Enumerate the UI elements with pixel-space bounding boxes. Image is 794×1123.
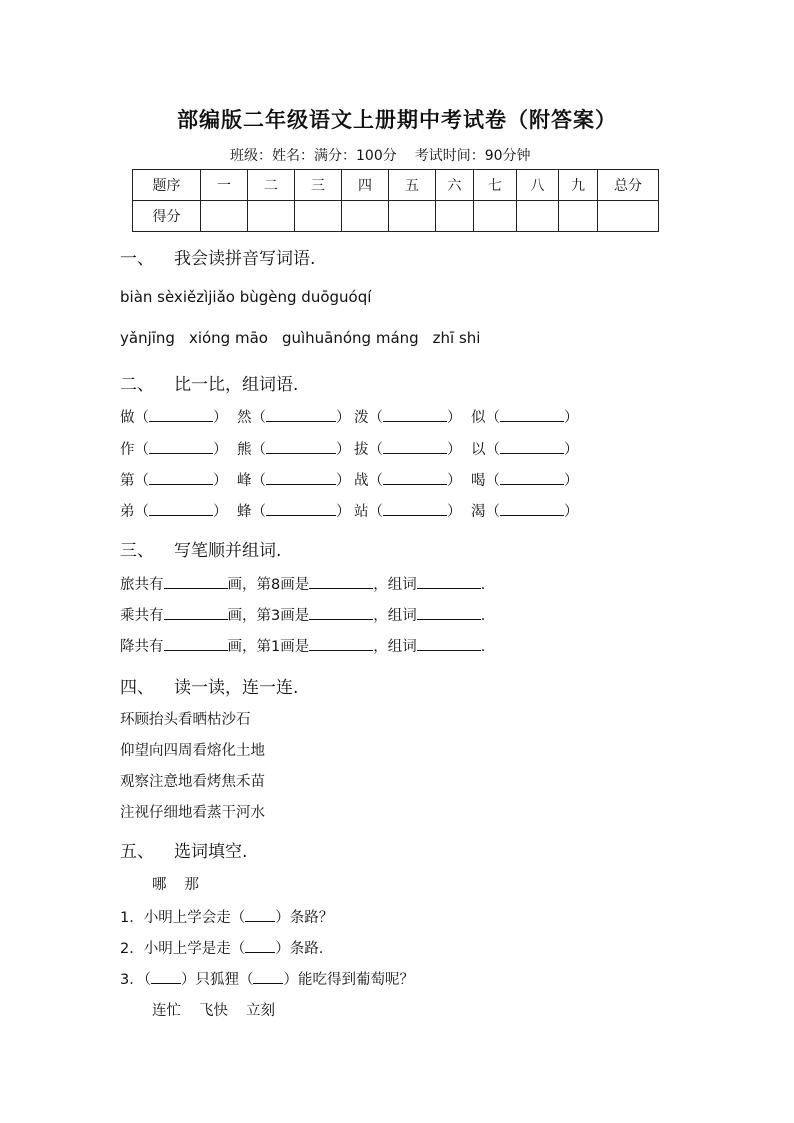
compare-item — [237, 406, 354, 427]
compare-row — [120, 500, 588, 521]
compare-char: 以 — [471, 442, 486, 458]
section-3-heading: 三、 写笔顺并组词. — [120, 541, 282, 561]
word-choices-2: 连忙 飞快 立刻 — [152, 1003, 275, 1019]
header-cell: 二 — [248, 170, 295, 201]
answer-blank[interactable] — [417, 606, 481, 620]
answer-blank[interactable] — [149, 408, 213, 422]
compare-row — [120, 469, 588, 490]
compare-char: 拔 — [354, 442, 369, 458]
compare-item — [471, 500, 588, 521]
header-cell: 四 — [342, 170, 389, 201]
answer-blank[interactable] — [245, 939, 275, 953]
score-cell[interactable] — [201, 201, 248, 232]
compare-char: 弟 — [120, 504, 135, 520]
answer-blank[interactable] — [500, 471, 564, 485]
answer-blank[interactable] — [151, 970, 181, 984]
paren-open: （ — [485, 410, 500, 426]
connect-item: 环顾抬头看晒枯沙石 — [120, 712, 251, 728]
paren-open: （ — [251, 442, 266, 458]
paren-close: ） — [336, 442, 351, 458]
answer-blank[interactable] — [253, 970, 283, 984]
section-4-heading: 四、 读一读，连一连. — [120, 678, 299, 698]
compare-char: 然 — [237, 410, 252, 426]
class-name-score: 班级：姓名：满分：100分 — [230, 148, 397, 164]
answer-blank[interactable] — [500, 408, 564, 422]
exam-info — [230, 145, 531, 165]
answer-blank[interactable] — [309, 606, 373, 620]
paren-open: （ — [251, 504, 266, 520]
connect-item: 观察注意地看烤焦禾苗 — [120, 774, 265, 790]
compare-item — [237, 500, 354, 521]
answer-blank[interactable] — [417, 637, 481, 651]
score-table-score-row — [133, 201, 659, 232]
compare-item — [120, 406, 237, 427]
answer-blank[interactable] — [383, 440, 447, 454]
answer-blank[interactable] — [266, 502, 336, 516]
score-cell[interactable] — [248, 201, 295, 232]
header-cell: 七 — [474, 170, 517, 201]
compare-char: 熊 — [237, 442, 252, 458]
paren-close: ） — [213, 473, 228, 489]
pinyin-line-1: biàn sèxiězìjiǎo bùgèng duōguóqí — [120, 288, 372, 306]
compare-char: 做 — [120, 410, 135, 426]
header-cell: 一 — [201, 170, 248, 201]
compare-char: 喝 — [471, 473, 486, 489]
page-title: 部编版二年级语文上册期中考试卷（附答案） — [177, 107, 617, 132]
paren-close: ） — [213, 504, 228, 520]
header-cell: 总分 — [598, 170, 659, 201]
compare-char: 战 — [354, 473, 369, 489]
compare-item — [471, 406, 588, 427]
stroke-number: 1 — [271, 639, 281, 655]
compare-char: 峰 — [237, 473, 252, 489]
compare-row — [120, 406, 588, 427]
score-cell[interactable] — [517, 201, 559, 232]
paren-close: ） — [564, 504, 579, 520]
answer-blank[interactable] — [164, 606, 228, 620]
paren-open: （ — [368, 473, 383, 489]
stroke-question: 降共有 画，第1画是 ，组词 . — [120, 639, 486, 655]
section-5-heading: 五、 选词填空. — [120, 842, 248, 862]
compare-item — [120, 500, 237, 521]
answer-blank[interactable] — [383, 471, 447, 485]
compare-item — [354, 469, 471, 490]
answer-blank[interactable] — [266, 440, 336, 454]
compare-row — [120, 438, 588, 459]
paren-open: （ — [251, 410, 266, 426]
score-cell[interactable] — [436, 201, 474, 232]
compare-item — [354, 500, 471, 521]
paren-open: （ — [368, 410, 383, 426]
answer-blank[interactable] — [149, 471, 213, 485]
score-cell[interactable] — [389, 201, 436, 232]
paren-close: ） — [564, 442, 579, 458]
compare-item — [354, 406, 471, 427]
header-cell: 六 — [436, 170, 474, 201]
compare-char: 蜂 — [237, 504, 252, 520]
paren-open: （ — [368, 442, 383, 458]
paren-open: （ — [134, 504, 149, 520]
section-2-heading: 二、 比一比，组词语. — [120, 375, 299, 395]
paren-open: （ — [485, 473, 500, 489]
connect-item: 注视仔细地看蒸干河水 — [120, 805, 265, 821]
compare-char: 作 — [120, 442, 135, 458]
paren-close: ） — [336, 410, 351, 426]
connect-item: 仰望向四周看熔化土地 — [120, 743, 265, 759]
compare-item — [354, 438, 471, 459]
fill-question-3: 3．（ ）只狐狸（ ）能吃得到葡萄呢？ — [120, 972, 414, 988]
answer-blank[interactable] — [149, 440, 213, 454]
stroke-number: 8 — [271, 577, 281, 593]
compare-item — [120, 469, 237, 490]
header-cell: 九 — [559, 170, 598, 201]
compare-char: 渴 — [471, 504, 486, 520]
answer-blank[interactable] — [309, 637, 373, 651]
compare-item — [120, 438, 237, 459]
compare-item — [471, 438, 588, 459]
compare-char: 泼 — [354, 410, 369, 426]
fill-question-1: 1．小明上学会走（ ）条路？ — [120, 910, 334, 926]
answer-blank[interactable] — [149, 502, 213, 516]
stroke-char: 乘 — [120, 608, 135, 624]
header-cell: 三 — [295, 170, 342, 201]
header-cell: 题序 — [133, 170, 201, 201]
paren-close: ） — [213, 410, 228, 426]
exam-time: 考试时间：90分钟 — [414, 148, 531, 164]
paren-open: （ — [485, 442, 500, 458]
compare-char: 第 — [120, 473, 135, 489]
header-cell: 五 — [389, 170, 436, 201]
paren-close: ） — [447, 442, 462, 458]
paren-close: ） — [447, 504, 462, 520]
compare-item — [237, 438, 354, 459]
paren-close: ） — [447, 473, 462, 489]
answer-blank[interactable] — [500, 440, 564, 454]
paren-close: ） — [564, 410, 579, 426]
header-cell: 八 — [517, 170, 559, 201]
stroke-question: 旅共有 画，第8画是 ，组词 . — [120, 577, 486, 593]
answer-blank[interactable] — [383, 408, 447, 422]
score-table-header-row — [133, 170, 659, 201]
answer-blank[interactable] — [309, 575, 373, 589]
paren-open: （ — [368, 504, 383, 520]
score-cell[interactable] — [598, 201, 659, 232]
fill-question-2: 2．小明上学是走（ ）条路. — [120, 941, 324, 957]
answer-blank[interactable] — [266, 471, 336, 485]
paren-open: （ — [134, 410, 149, 426]
score-cell[interactable] — [295, 201, 342, 232]
score-table — [132, 169, 659, 232]
stroke-question: 乘共有 画，第3画是 ，组词 . — [120, 608, 486, 624]
score-cell[interactable] — [342, 201, 389, 232]
paren-open: （ — [485, 504, 500, 520]
paren-open: （ — [134, 442, 149, 458]
score-cell[interactable] — [559, 201, 598, 232]
paren-open: （ — [134, 473, 149, 489]
stroke-char: 旅 — [120, 577, 135, 593]
compare-char: 站 — [354, 504, 369, 520]
answer-blank[interactable] — [500, 502, 564, 516]
answer-blank[interactable] — [266, 408, 336, 422]
paren-close: ） — [213, 442, 228, 458]
pinyin-line-2: yǎnjīng xióng māo guìhuānóng máng zhī shi — [120, 329, 481, 347]
word-choices-1: 哪 那 — [152, 877, 199, 893]
paren-close: ） — [336, 473, 351, 489]
paren-close: ） — [447, 410, 462, 426]
answer-blank[interactable] — [164, 637, 228, 651]
answer-blank[interactable] — [245, 908, 275, 922]
stroke-number: 3 — [271, 608, 281, 624]
answer-blank[interactable] — [383, 502, 447, 516]
answer-blank[interactable] — [417, 575, 481, 589]
compare-item — [237, 469, 354, 490]
paren-close: ） — [564, 473, 579, 489]
paren-open: （ — [251, 473, 266, 489]
score-cell[interactable] — [474, 201, 517, 232]
stroke-char: 降 — [120, 639, 135, 655]
row-label: 得分 — [133, 201, 201, 232]
paren-close: ） — [336, 504, 351, 520]
compare-item — [471, 469, 588, 490]
section-1-heading: 一、 我会读拼音写词语. — [120, 249, 316, 269]
answer-blank[interactable] — [164, 575, 228, 589]
compare-char: 似 — [471, 410, 486, 426]
